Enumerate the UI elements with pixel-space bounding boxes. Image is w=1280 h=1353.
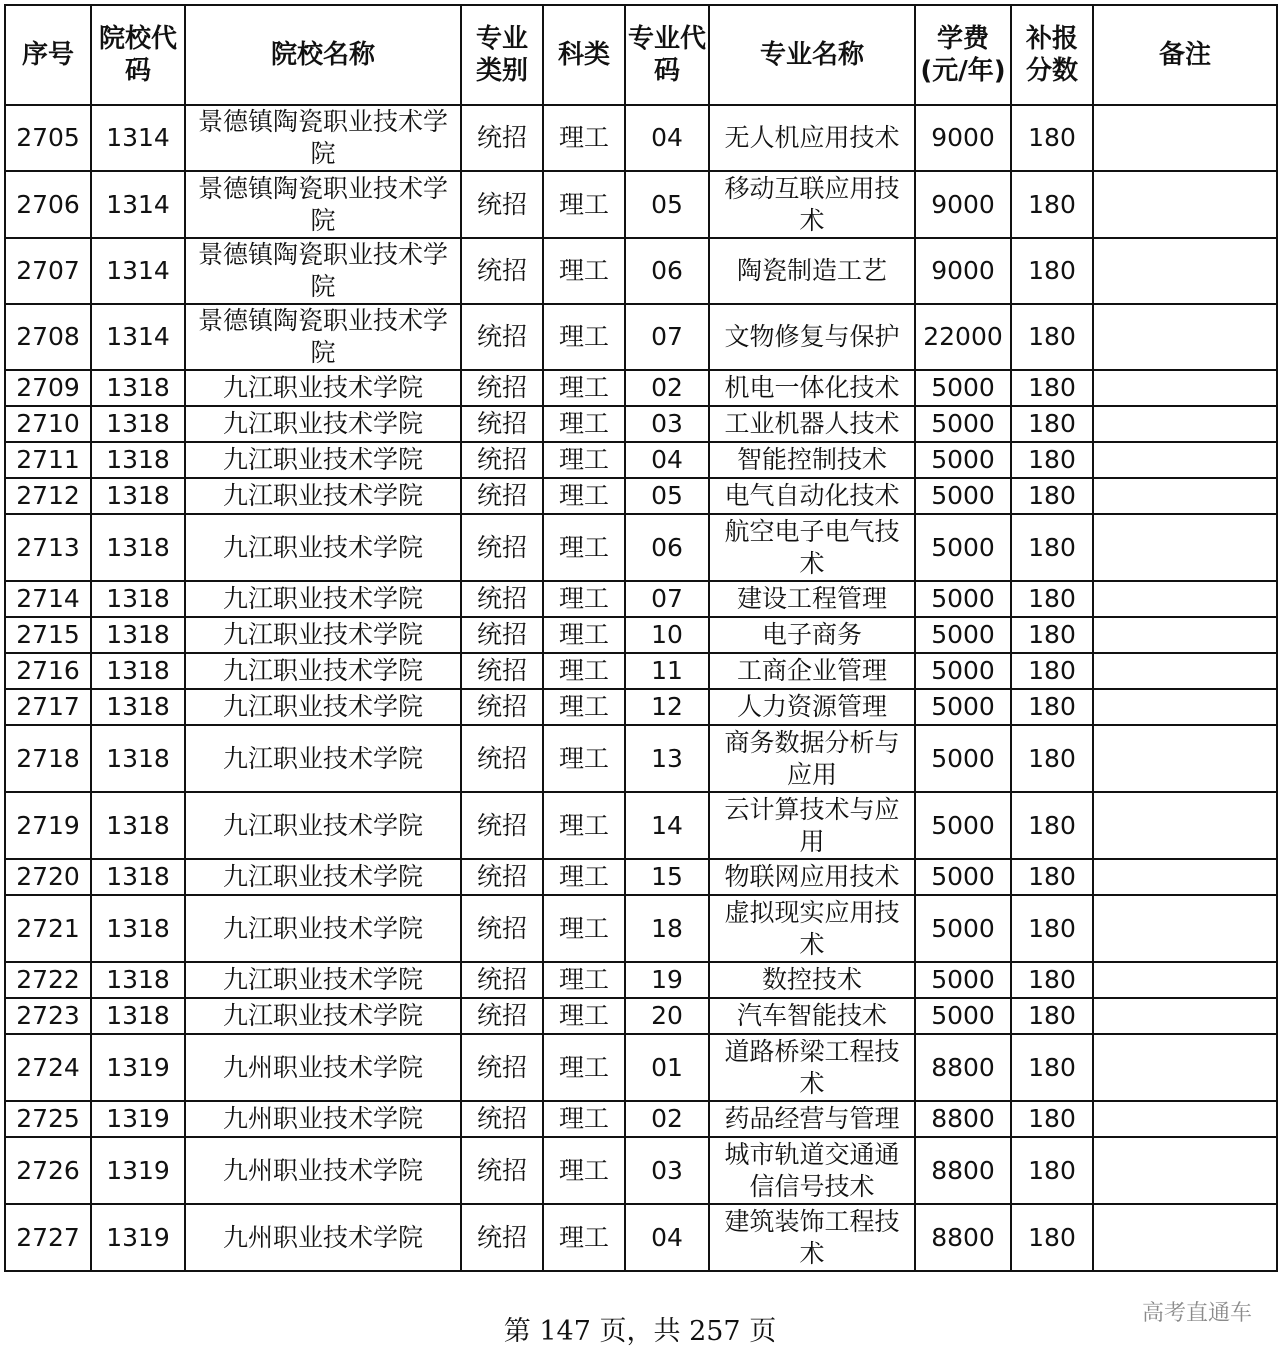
cell-major-name: 建设工程管理: [709, 581, 915, 617]
cell-score: 180: [1011, 962, 1093, 998]
cell-remarks: [1093, 581, 1277, 617]
cell-major-code: 07: [625, 581, 709, 617]
table-row: [5, 689, 1277, 725]
cell-major-name: 数控技术: [709, 962, 915, 998]
cell-major-name: 电子商务: [709, 617, 915, 653]
cell-score: 180: [1011, 792, 1093, 859]
cell-major-code: 20: [625, 998, 709, 1034]
cell-text: 移动互联应用技术: [724, 173, 900, 235]
cell-text: 道路桥梁工程技术: [724, 1036, 900, 1098]
cell-major-category: 统招: [461, 1101, 543, 1137]
cell-major-code: 05: [625, 171, 709, 238]
cell-major-category: 统招: [461, 105, 543, 171]
cell-major-code: 18: [625, 895, 709, 962]
cell-text: 云计算技术与应用: [724, 794, 900, 856]
cell-school-name: 九江职业技术学院: [185, 653, 461, 689]
cell-remarks: [1093, 617, 1277, 653]
cell-remarks: [1093, 998, 1277, 1034]
cell-school-code: 1319: [91, 1034, 185, 1101]
cell-score: 180: [1011, 617, 1093, 653]
table-row: [5, 725, 1277, 792]
cell-remarks: [1093, 478, 1277, 514]
table-row: [5, 653, 1277, 689]
cell-row-index: 2718: [5, 725, 91, 792]
cell-school-name: 九江职业技术学院: [185, 962, 461, 998]
cell-school-name: 九江职业技术学院: [185, 998, 461, 1034]
cell-subject: 理工: [543, 689, 625, 725]
cell-major-code: 04: [625, 105, 709, 171]
cell-school-code: 1318: [91, 617, 185, 653]
cell-school-code: 1314: [91, 171, 185, 238]
cell-subject: 理工: [543, 1034, 625, 1101]
cell-school-name: 九州职业技术学院: [185, 1204, 461, 1271]
cell-score: 180: [1011, 478, 1093, 514]
header-score: 补报分数: [1011, 5, 1093, 105]
cell-remarks: [1093, 1204, 1277, 1271]
header-major-category: 专业类别: [461, 5, 543, 105]
cell-row-index: 2709: [5, 370, 91, 406]
cell-tuition: 8800: [915, 1101, 1011, 1137]
cell-score: 180: [1011, 442, 1093, 478]
cell-school-name: 九江职业技术学院: [185, 442, 461, 478]
cell-school-code: 1318: [91, 514, 185, 581]
cell-major-category: 统招: [461, 171, 543, 238]
cell-school-code: 1318: [91, 725, 185, 792]
cell-subject: 理工: [543, 478, 625, 514]
table-row: [5, 962, 1277, 998]
cell-major-code: 11: [625, 653, 709, 689]
cell-major-name: 无人机应用技术: [709, 105, 915, 171]
cell-row-index: 2727: [5, 1204, 91, 1271]
cell-subject: 理工: [543, 514, 625, 581]
header-major-name: 专业名称: [709, 5, 915, 105]
cell-tuition: 5000: [915, 895, 1011, 962]
cell-school-name: 九州职业技术学院: [185, 1034, 461, 1101]
cell-major-code: 15: [625, 859, 709, 895]
cell-row-index: 2708: [5, 304, 91, 370]
cell-score: 180: [1011, 895, 1093, 962]
cell-subject: 理工: [543, 962, 625, 998]
cell-major-code: 07: [625, 304, 709, 370]
cell-tuition: 5000: [915, 370, 1011, 406]
cell-row-index: 2707: [5, 238, 91, 304]
cell-major-code: 02: [625, 370, 709, 406]
cell-score: 180: [1011, 689, 1093, 725]
table-row: [5, 581, 1277, 617]
cell-subject: 理工: [543, 998, 625, 1034]
cell-school-code: 1318: [91, 998, 185, 1034]
cell-school-code: 1318: [91, 962, 185, 998]
cell-major-name: 文物修复与保护: [709, 304, 915, 370]
cell-school-name: 九江职业技术学院: [185, 514, 461, 581]
cell-major-category: 统招: [461, 1204, 543, 1271]
cell-row-index: 2713: [5, 514, 91, 581]
cell-subject: 理工: [543, 617, 625, 653]
cell-school-code: 1314: [91, 105, 185, 171]
cell-school-code: 1314: [91, 304, 185, 370]
cell-tuition: 5000: [915, 962, 1011, 998]
cell-major-category: 统招: [461, 792, 543, 859]
header-tuition: 学费(元/年): [915, 5, 1011, 105]
cell-school-code: 1318: [91, 895, 185, 962]
cell-major-category: 统招: [461, 406, 543, 442]
cell-score: 180: [1011, 238, 1093, 304]
cell-school-code: 1318: [91, 442, 185, 478]
cell-school-name: 景德镇陶瓷职业技术学院: [185, 171, 461, 238]
cell-row-index: 2714: [5, 581, 91, 617]
cell-major-name: [709, 895, 915, 962]
cell-tuition: 9000: [915, 171, 1011, 238]
cell-tuition: 9000: [915, 238, 1011, 304]
cell-major-category: 统招: [461, 617, 543, 653]
table-row: [5, 1034, 1277, 1101]
cell-score: 180: [1011, 514, 1093, 581]
cell-school-name: 九江职业技术学院: [185, 895, 461, 962]
cell-major-category: 统招: [461, 725, 543, 792]
header-subject: 科类: [543, 5, 625, 105]
cell-major-category: 统招: [461, 478, 543, 514]
table-row: [5, 105, 1277, 171]
table-row: [5, 617, 1277, 653]
cell-school-code: 1319: [91, 1137, 185, 1204]
cell-tuition: 5000: [915, 859, 1011, 895]
cell-subject: 理工: [543, 792, 625, 859]
table-row: [5, 859, 1277, 895]
cell-major-code: 04: [625, 442, 709, 478]
table-row: [5, 304, 1277, 370]
cell-tuition: 5000: [915, 689, 1011, 725]
header-index: 序号: [5, 5, 91, 105]
cell-major-category: 统招: [461, 304, 543, 370]
header-school-name: 院校名称: [185, 5, 461, 105]
cell-score: 180: [1011, 370, 1093, 406]
cell-score: 180: [1011, 1137, 1093, 1204]
cell-school-name: 景德镇陶瓷职业技术学院: [185, 304, 461, 370]
cell-tuition: 8800: [915, 1204, 1011, 1271]
cell-remarks: [1093, 1137, 1277, 1204]
cell-school-code: 1319: [91, 1204, 185, 1271]
cell-major-code: 06: [625, 238, 709, 304]
cell-major-code: 10: [625, 617, 709, 653]
cell-school-name: 九江职业技术学院: [185, 792, 461, 859]
table-row: [5, 895, 1277, 962]
header-school-code: 院校代码: [91, 5, 185, 105]
cell-school-name: 景德镇陶瓷职业技术学院: [185, 238, 461, 304]
cell-score: 180: [1011, 725, 1093, 792]
cell-score: 180: [1011, 998, 1093, 1034]
cell-remarks: [1093, 725, 1277, 792]
cell-school-name: 九江职业技术学院: [185, 725, 461, 792]
table-body: [5, 105, 1277, 1271]
table-header-row: [5, 5, 1277, 105]
cell-major-code: 04: [625, 1204, 709, 1271]
cell-major-name: 陶瓷制造工艺: [709, 238, 915, 304]
cell-remarks: [1093, 895, 1277, 962]
cell-row-index: 2705: [5, 105, 91, 171]
cell-tuition: 5000: [915, 478, 1011, 514]
cell-major-code: 03: [625, 1137, 709, 1204]
watermark: 高考直通车: [1141, 1301, 1252, 1326]
cell-major-name: [709, 725, 915, 792]
table-row: [5, 998, 1277, 1034]
cell-major-name: 工业机器人技术: [709, 406, 915, 442]
cell-subject: 理工: [543, 581, 625, 617]
cell-major-name: 机电一体化技术: [709, 370, 915, 406]
cell-row-index: 2720: [5, 859, 91, 895]
cell-major-category: 统招: [461, 581, 543, 617]
cell-row-index: 2726: [5, 1137, 91, 1204]
cell-school-name: 九江职业技术学院: [185, 617, 461, 653]
cell-text: 城市轨道交通通信信号技术: [724, 1139, 900, 1201]
cell-subject: 理工: [543, 171, 625, 238]
cell-score: 180: [1011, 1204, 1093, 1271]
cell-school-code: 1318: [91, 653, 185, 689]
cell-school-name: 九州职业技术学院: [185, 1101, 461, 1137]
cell-row-index: 2724: [5, 1034, 91, 1101]
cell-major-name: 智能控制技术: [709, 442, 915, 478]
cell-major-category: 统招: [461, 962, 543, 998]
cell-remarks: [1093, 514, 1277, 581]
cell-subject: 理工: [543, 1137, 625, 1204]
cell-school-name: 九江职业技术学院: [185, 478, 461, 514]
cell-text: 建筑装饰工程技术: [724, 1206, 900, 1268]
cell-text: 虚拟现实应用技术: [724, 897, 900, 959]
cell-school-name: 九江职业技术学院: [185, 370, 461, 406]
cell-score: 180: [1011, 1101, 1093, 1137]
cell-tuition: 5000: [915, 442, 1011, 478]
cell-score: 180: [1011, 653, 1093, 689]
cell-remarks: [1093, 442, 1277, 478]
admission-table: [4, 4, 1278, 1272]
cell-major-code: 05: [625, 478, 709, 514]
cell-major-category: 统招: [461, 238, 543, 304]
cell-score: 180: [1011, 171, 1093, 238]
cell-major-code: 02: [625, 1101, 709, 1137]
cell-tuition: 8800: [915, 1034, 1011, 1101]
cell-tuition: 9000: [915, 105, 1011, 171]
table-row: [5, 370, 1277, 406]
cell-major-name: 人力资源管理: [709, 689, 915, 725]
cell-major-name: [709, 1034, 915, 1101]
cell-major-name: [709, 1204, 915, 1271]
cell-row-index: 2711: [5, 442, 91, 478]
cell-row-index: 2722: [5, 962, 91, 998]
cell-row-index: 2725: [5, 1101, 91, 1137]
cell-major-category: 统招: [461, 514, 543, 581]
cell-major-category: 统招: [461, 998, 543, 1034]
cell-score: 180: [1011, 1034, 1093, 1101]
table-row: [5, 478, 1277, 514]
cell-school-code: 1318: [91, 478, 185, 514]
cell-tuition: 5000: [915, 406, 1011, 442]
cell-remarks: [1093, 1034, 1277, 1101]
cell-subject: 理工: [543, 1101, 625, 1137]
cell-major-category: 统招: [461, 895, 543, 962]
cell-remarks: [1093, 304, 1277, 370]
cell-row-index: 2715: [5, 617, 91, 653]
cell-subject: 理工: [543, 725, 625, 792]
cell-subject: 理工: [543, 370, 625, 406]
cell-major-name: [709, 1137, 915, 1204]
cell-school-name: 景德镇陶瓷职业技术学院: [185, 105, 461, 171]
cell-tuition: 5000: [915, 581, 1011, 617]
cell-school-code: 1319: [91, 1101, 185, 1137]
cell-major-name: 物联网应用技术: [709, 859, 915, 895]
cell-remarks: [1093, 859, 1277, 895]
cell-school-name: 九江职业技术学院: [185, 859, 461, 895]
cell-school-name: 九江职业技术学院: [185, 406, 461, 442]
cell-subject: 理工: [543, 238, 625, 304]
cell-major-category: 统招: [461, 1137, 543, 1204]
cell-school-code: 1318: [91, 859, 185, 895]
cell-row-index: 2706: [5, 171, 91, 238]
cell-subject: 理工: [543, 406, 625, 442]
cell-score: 180: [1011, 859, 1093, 895]
cell-major-category: 统招: [461, 442, 543, 478]
cell-major-category: 统招: [461, 1034, 543, 1101]
cell-remarks: [1093, 171, 1277, 238]
cell-school-code: 1318: [91, 689, 185, 725]
cell-major-code: 12: [625, 689, 709, 725]
cell-remarks: [1093, 653, 1277, 689]
cell-school-name: 九江职业技术学院: [185, 689, 461, 725]
cell-tuition: 5000: [915, 653, 1011, 689]
cell-remarks: [1093, 370, 1277, 406]
cell-row-index: 2710: [5, 406, 91, 442]
table-row: [5, 171, 1277, 238]
table-row: [5, 406, 1277, 442]
cell-text: 商务数据分析与应用: [724, 727, 900, 789]
cell-major-code: 03: [625, 406, 709, 442]
cell-subject: 理工: [543, 895, 625, 962]
cell-school-name: 九州职业技术学院: [185, 1137, 461, 1204]
cell-major-name: 工商企业管理: [709, 653, 915, 689]
cell-school-code: 1318: [91, 370, 185, 406]
table-row: [5, 238, 1277, 304]
cell-subject: 理工: [543, 304, 625, 370]
cell-tuition: 8800: [915, 1137, 1011, 1204]
cell-school-code: 1318: [91, 581, 185, 617]
cell-major-category: 统招: [461, 653, 543, 689]
cell-major-category: 统招: [461, 370, 543, 406]
cell-school-code: 1318: [91, 406, 185, 442]
cell-remarks: [1093, 406, 1277, 442]
cell-tuition: 22000: [915, 304, 1011, 370]
cell-row-index: 2717: [5, 689, 91, 725]
table-row: [5, 1101, 1277, 1137]
cell-major-code: 13: [625, 725, 709, 792]
cell-text: 航空电子电气技术: [724, 516, 900, 578]
cell-subject: 理工: [543, 653, 625, 689]
cell-remarks: [1093, 689, 1277, 725]
cell-major-code: 14: [625, 792, 709, 859]
cell-remarks: [1093, 962, 1277, 998]
cell-major-code: 01: [625, 1034, 709, 1101]
cell-score: 180: [1011, 581, 1093, 617]
cell-major-code: 19: [625, 962, 709, 998]
cell-major-name: 药品经营与管理: [709, 1101, 915, 1137]
cell-score: 180: [1011, 406, 1093, 442]
cell-major-name: 汽车智能技术: [709, 998, 915, 1034]
header-major-code: 专业代码: [625, 5, 709, 105]
cell-tuition: 5000: [915, 725, 1011, 792]
cell-major-category: 统招: [461, 689, 543, 725]
cell-major-name: [709, 171, 915, 238]
cell-tuition: 5000: [915, 514, 1011, 581]
cell-subject: 理工: [543, 105, 625, 171]
cell-score: 180: [1011, 105, 1093, 171]
table-row: [5, 792, 1277, 859]
header-remarks: 备注: [1093, 5, 1277, 105]
table-row: [5, 1204, 1277, 1271]
cell-major-category: 统招: [461, 859, 543, 895]
cell-tuition: 5000: [915, 792, 1011, 859]
cell-row-index: 2723: [5, 998, 91, 1034]
cell-row-index: 2721: [5, 895, 91, 962]
cell-school-name: 九江职业技术学院: [185, 581, 461, 617]
cell-major-code: 06: [625, 514, 709, 581]
cell-row-index: 2719: [5, 792, 91, 859]
cell-major-name: 电气自动化技术: [709, 478, 915, 514]
table-row: [5, 514, 1277, 581]
table-row: [5, 442, 1277, 478]
cell-score: 180: [1011, 304, 1093, 370]
cell-row-index: 2712: [5, 478, 91, 514]
cell-tuition: 5000: [915, 617, 1011, 653]
cell-remarks: [1093, 792, 1277, 859]
cell-school-code: 1318: [91, 792, 185, 859]
cell-major-name: [709, 792, 915, 859]
cell-subject: 理工: [543, 1204, 625, 1271]
cell-tuition: 5000: [915, 998, 1011, 1034]
cell-subject: 理工: [543, 859, 625, 895]
cell-subject: 理工: [543, 442, 625, 478]
cell-row-index: 2716: [5, 653, 91, 689]
page-number: 第 147 页，共 257 页: [503, 1316, 777, 1347]
cell-remarks: [1093, 105, 1277, 171]
cell-remarks: [1093, 238, 1277, 304]
cell-school-code: 1314: [91, 238, 185, 304]
cell-remarks: [1093, 1101, 1277, 1137]
cell-major-name: [709, 514, 915, 581]
table-row: [5, 1137, 1277, 1204]
